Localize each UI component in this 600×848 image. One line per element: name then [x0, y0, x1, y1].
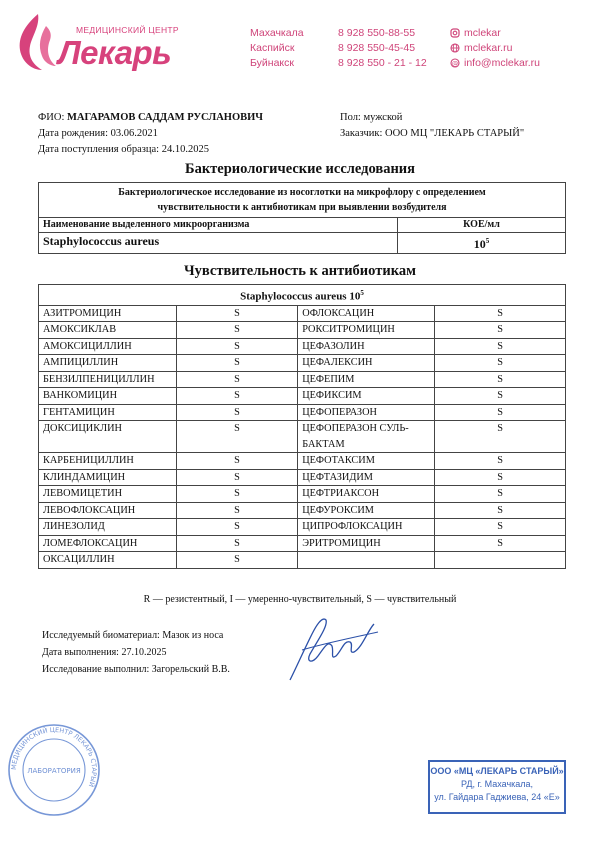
sensitivity-result: S	[435, 486, 566, 503]
sensitivity-result: S	[176, 552, 297, 569]
sensitivity-row	[39, 338, 566, 355]
sensitivity-row	[39, 355, 566, 372]
antibiotic-name: ДОКСИЦИКЛИН	[39, 421, 177, 453]
sensitivity-result: S	[176, 502, 297, 519]
contact-city: Махачкала	[250, 27, 304, 39]
antibiotic-name: ЛИНЕЗОЛИД	[39, 519, 177, 536]
sensitivity-result: S	[435, 453, 566, 470]
sample-received-date: Дата поступления образца: 24.10.2025	[38, 144, 209, 155]
sensitivity-result: S	[435, 519, 566, 536]
stamp-line-2: РД, г. Махачкала,	[460, 779, 534, 789]
sensitivity-row	[39, 421, 566, 453]
bacteriology-title: Бактериологические исследования	[184, 161, 415, 177]
globe-icon	[450, 43, 460, 53]
sensitivity-result: S	[176, 519, 297, 536]
antibiotic-name: ЦЕФЕПИМ	[298, 371, 435, 388]
sensitivity-result: S	[176, 371, 297, 388]
stamp-line-1: ООО «МЦ «ЛЕКАРЬ СТАРЫЙ»	[430, 766, 564, 776]
antibiotic-name: ЦЕФАЗОЛИН	[298, 338, 435, 355]
contact-web[interactable]: mclekar.ru	[464, 42, 513, 54]
sensitivity-result: S	[435, 371, 566, 388]
antibiotic-name: ЦЕФОТАКСИМ	[298, 453, 435, 470]
sensitivity-result: S	[435, 421, 566, 453]
sensitivity-result: S	[435, 338, 566, 355]
contact-web[interactable]: mclekar	[464, 27, 501, 39]
legend: R — резистентный, I — умеренно-чувствительный, S — чувствительный	[143, 594, 457, 605]
sensitivity-result: S	[176, 305, 297, 322]
sensitivity-result: S	[176, 453, 297, 470]
sensitivity-result: S	[176, 322, 297, 339]
logo-subtitle: МЕДИЦИНСКИЙ ЦЕНТР	[76, 25, 179, 35]
sensitivity-row	[39, 371, 566, 388]
sensitivity-result: S	[435, 502, 566, 519]
sensitivity-result: S	[176, 404, 297, 421]
clinic-stamp	[428, 760, 566, 814]
sensitivity-result: S	[176, 421, 297, 453]
contact-row	[250, 41, 540, 56]
antibiotic-name: ЛОМЕФЛОКСАЦИН	[39, 535, 177, 552]
patient-info-right	[340, 110, 524, 142]
organism-count: $10^5$	[398, 233, 566, 254]
sensitivity-result: S	[176, 469, 297, 486]
antibiotic-name: ЦЕФИКСИМ	[298, 388, 435, 405]
instagram-icon	[450, 28, 460, 38]
svg-text:ЛАБОРАТОРИЯ: ЛАБОРАТОРИЯ	[27, 767, 81, 775]
sensitivity-result: S	[435, 404, 566, 421]
sensitivity-result: S	[176, 388, 297, 405]
unit-column-header: КОЕ/мл	[398, 218, 566, 233]
organism-column-header: Наименование выделенного микроорганизма	[39, 218, 398, 233]
sensitivity-row	[39, 453, 566, 470]
antibiotic-name: КАРБЕНИЦИЛЛИН	[39, 453, 177, 470]
svg-text:МЕДИЦИНСКИЙ ЦЕНТР ЛЕКАРЬ СТАРЫ: МЕДИЦИНСКИЙ ЦЕНТР ЛЕКАРЬ СТАРЫЙ	[9, 725, 99, 789]
contact-row	[250, 56, 540, 71]
sensitivity-result: S	[176, 535, 297, 552]
contact-phone[interactable]: 8 928 550-88-55	[338, 27, 416, 39]
sensitivity-row	[39, 322, 566, 339]
sensitivity-row	[39, 388, 566, 405]
antibiotic-name: ЦЕФТАЗИДИМ	[298, 469, 435, 486]
svg-text:@: @	[451, 59, 459, 68]
sensitivity-result: S	[435, 388, 566, 405]
contact-web[interactable]: info@mclekar.ru	[464, 57, 541, 69]
sensitivity-row	[39, 535, 566, 552]
antibiotic-name: АЗИТРОМИЦИН	[39, 305, 177, 322]
antibiotic-name: КЛИНДАМИЦИН	[39, 469, 177, 486]
sensitivity-result	[435, 552, 566, 569]
antibiotic-name: ЦЕФТРИАКСОН	[298, 486, 435, 503]
sensitivity-title: Чувствительность к антибиотикам	[184, 263, 416, 279]
antibiotic-name: АМОКСИЦИЛЛИН	[39, 338, 177, 355]
antibiotic-name: АМПИЦИЛЛИН	[39, 355, 177, 372]
antibiotic-name: ЦЕФУРОКСИМ	[298, 502, 435, 519]
sensitivity-organism: Staphylococcus aureus $10^5$	[39, 285, 566, 306]
sensitivity-result: S	[176, 338, 297, 355]
antibiotic-name: ЦЕФОПЕРАЗОН	[298, 404, 435, 421]
antibiotic-name: ГЕНТАМИЦИН	[39, 404, 177, 421]
sensitivity-row	[39, 502, 566, 519]
sensitivity-result: S	[176, 486, 297, 503]
contacts-block	[250, 26, 540, 71]
antibiotic-name: ЦЕФОПЕРАЗОН СУЛЬ-БАКТАМ	[298, 421, 435, 453]
antibiotic-name: АМОКСИКЛАВ	[39, 322, 177, 339]
antibiotic-name: РОКСИТРОМИЦИН	[298, 322, 435, 339]
contact-phone[interactable]: 8 928 550-45-45	[338, 42, 416, 54]
sensitivity-result: S	[435, 322, 566, 339]
sensitivity-result: S	[435, 355, 566, 372]
birth-date: Дата рождения: 03.06.2021	[38, 128, 158, 139]
antibiotic-name: ЦЕФАЛЕКСИН	[298, 355, 435, 372]
antibiotic-name: ОФЛОКСАЦИН	[298, 305, 435, 322]
sensitivity-row	[39, 519, 566, 536]
patient-sex: Пол: мужской	[340, 112, 403, 123]
antibiotic-name: ОКСАЦИЛЛИН	[39, 552, 177, 569]
footer-info	[42, 627, 230, 678]
sensitivity-result: S	[176, 355, 297, 372]
antibiotic-name	[298, 552, 435, 569]
patient-info-left	[38, 110, 263, 158]
antibiotic-name: ЭРИТРОМИЦИН	[298, 535, 435, 552]
name-label: ФИО:	[38, 112, 65, 123]
contact-city: Буйнакск	[250, 57, 294, 69]
mail-icon	[450, 58, 460, 68]
signature	[282, 610, 392, 688]
antibiotic-name: ЛЕВОФЛОКСАЦИН	[39, 502, 177, 519]
bacteriology-caption: Бактериологическое исследование из носоглотки на микрофлору с определением чувствительности к антибиотикам при выявлении возбудителя	[39, 183, 566, 218]
sensitivity-result: S	[435, 535, 566, 552]
biomaterial: Исследуемый биоматериал: Мазок из носа	[42, 630, 224, 641]
customer: Заказчик: ООО МЦ "ЛЕКАРЬ СТАРЫЙ"	[340, 128, 525, 139]
sensitivity-row	[39, 552, 566, 569]
organism-name: Staphylococcus aureus	[39, 233, 398, 254]
antibiotic-name: ЛЕВОМИЦЕТИН	[39, 486, 177, 503]
sensitivity-row	[39, 486, 566, 503]
stamp-line-3: ул. Гайдара Гаджиева, 24 «Е»	[434, 792, 560, 802]
sensitivity-row	[39, 305, 566, 322]
contact-city: Каспийск	[250, 42, 295, 54]
clinic-logo	[14, 12, 194, 74]
antibiotic-name: ЦИПРОФЛОКСАЦИН	[298, 519, 435, 536]
bacteriology-table	[38, 182, 566, 254]
antibiotic-name: ВАНКОМИЦИН	[39, 388, 177, 405]
sensitivity-row	[39, 469, 566, 486]
patient-name: МАГАРАМОВ САДДАМ РУСЛАНОВИЧ	[67, 112, 263, 123]
sensitivity-table	[38, 284, 566, 569]
contact-phone[interactable]: 8 928 550 - 21 - 12	[338, 57, 427, 69]
antibiotic-name: БЕНЗИЛПЕНИЦИЛЛИН	[39, 371, 177, 388]
sensitivity-result: S	[435, 469, 566, 486]
round-seal	[6, 722, 102, 818]
performer: Исследование выполнил: Загорельский В.В.	[42, 664, 230, 675]
logo-name: Лекарь	[58, 34, 172, 71]
flame-logo-icon	[14, 12, 60, 72]
date-done: Дата выполнения: 27.10.2025	[42, 647, 167, 658]
contact-row	[250, 26, 540, 41]
sensitivity-row	[39, 404, 566, 421]
sensitivity-result: S	[435, 305, 566, 322]
